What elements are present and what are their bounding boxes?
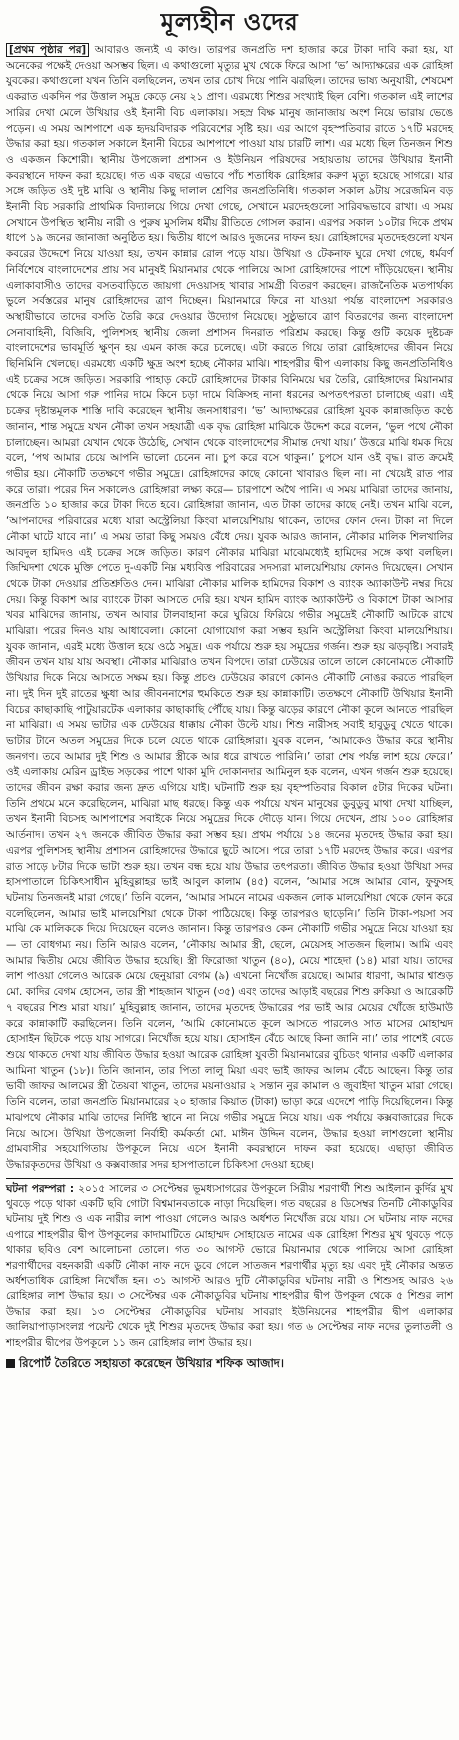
reporter-credit xyxy=(6,1355,453,1372)
event-timeline-box xyxy=(6,1182,453,1351)
article-body xyxy=(6,43,453,1174)
continued-from-front-page-tag: [প্রথম পৃষ্ঠার পর] xyxy=(6,43,89,57)
reporter-credit-text: রিপোর্ট তৈরিতে সহায়তা করেছেন উখিয়ার শফিক আজাদ। xyxy=(19,1356,284,1371)
article-headline: মূল্যহীন ওদের xyxy=(160,7,299,36)
article-body-text: আবারও জন্যই এ কাণ্ড। তারপর জনপ্রতি দশ হাজার করে টাকা দাবি করা হয়, যা অনেকের পক্ষেই দেওয়া অসম্ভব ছিল। এ কথাগুলো মৃত্যুর মুখ থেকে ফিরে আসা ‘ভ’ আদ্যাক্ষরের এক রোহিঙ্গা যুবকের। কথাগুলো যখন তিনি বলছিলেন, তখন তার চোখ দিয়ে পানি ঝরছিল। তাদের ভাষ্য অনুযায়ী, শেষমেশ একরাত একদিন পর উত্তাল সমুদ্র কেড়ে নেয় ২১ প্রাণ। এরমধ্যে শিশুর সংখ্যাই ছিল বেশি। গতকাল এই লাশের সারির দেখা মেলে উখিয়ার ওই ইনানী বিচ এলাকায়। সহস্র বিক্ষ মানুষ জানাজায় অংশ নিয়ে ভারায় ভেঙে পড়েন। এ সময় আশপাশে এক হৃদয়বিদারক পরিবেশের সৃষ্টি হয়। এর আগে বৃহস্পতিবার রাতে ১৭টি মরদেহ উদ্ধার করা হয়। গতকাল সকালে ইনানী বিচের আশপাশে পাওয়া যায় চারটি লাশ। এর মধ্যে ছিল তিনজন শিশু ও একজন কিশোরী। স্থানীয় উপজেলা প্রশাসন ও ইউনিয়ন পরিষদের সহায়তায় তাদের উখিয়ার ইনানী কবরস্থানে দাফন করা হয়েছে। গত এক বছরে এভাবে পাঁচ শতাধিক রোহিঙ্গার করুণ মৃত্যু হয়েছে সাগরে। যার সঙ্গে জড়িত ওই দুষ্ট মাঝি ও স্থানীয় কিছু দালাল শ্রেণির জনপ্রতিনিধি। গতকাল সকাল ৯টায় সরেজমিন বড় ইনানী বিচ সরকারি প্রাথমিক বিদ্যালয়ে গিয়ে দেখা গেছে, সেখানে মরদেহগুলো সারিবদ্ধভাবে রাখা। এ সময় সেখানে উপস্থিত স্থানীয় নারী ও পুরুষ মুসলিম ধর্মীয় রীতিতে গোসল করান। এরপর সকাল ১০টার দিকে প্রথম ধাপে ১৯ জনের জানাজা অনুষ্ঠিত হয়। দ্বিতীয় ধাপে আরও দুজনের দাফন হয়। রোহিঙ্গাদের মৃতদেহগুলো যখন কবরের উদ্দেশে নিয়ে যাওয়া হয়, তখন কান্নার রোল পড়ে যায়। উখিয়া ও টেকনাফ ঘুরে দেখা গেছে, ধর্মবর্ণ নির্বিশেষে বাংলাদেশের প্রায় সব মানুষই মিয়ানমার থেকে পালিয়ে আসা রোহিঙ্গাদের পাশে দাঁড়িয়েছেন। স্থানীয় এলাকাবাসীও তাদের বসতবাড়িতে জায়গা দেওয়াসহ খাবার সামগ্রী বিতরণ করছেন। রাজনৈতিক মতপার্থক্য ভুলে সর্বস্তরের মানুষ রোহিঙ্গাদের ত্রাণ দিচ্ছেন। মিয়ানমারে ফিরে না যাওয়া পর্যন্ত বাংলাদেশ সরকারও অস্থায়ীভাবে তাদের বসতি তৈরি করে দেওয়ার উদ্যোগ নিয়েছে। সুষ্ঠুভাবে ত্রাণ বিতরণের জন্য বাংলাদেশ সেনাবাহিনী, বিজিবি, পুলিশসহ স্থানীয় জেলা প্রশাসন দিনরাত পরিশ্রম করছে। কিন্তু গুটি কয়েক দুষ্টচক্র বাংলাদেশের ভাবমূর্তি ক্ষুণ্ন হয় এমন কাজ করে চলেছে। এটা করতে গিয়ে তারা রোহিঙ্গাদের জীবন নিয়ে ছিনিমিনি খেলছে। এরমধ্যে একটি ক্ষুদ্র অংশ হচ্ছে নৌকার মাঝি। শাহপরীর দ্বীপ এলাকায় কিছু জনপ্রতিনিধিও এই চক্রের সঙ্গে জড়িত। সরকারি পাহাড় কেটে রোহিঙ্গাদের টাকার বিনিময়ে ঘর তৈরি, রোহিঙ্গাদের মিয়ানমার থেকে নিয়ে আসা গরু পানির দামে কিনে চড়া দামে বিক্রিসহ নানা ধরনের অপতৎপরতা চালাচ্ছে এরা। এই চক্রের দৃষ্টান্তমূলক শাস্তি দাবি করেছেন স্থানীয় জনসাধারণ। ‘ভ’ আদ্যাক্ষরের রোহিঙ্গা যুবক কান্নাজড়িত কণ্ঠে জানান, শান্ত সমুদ্রে যখন নৌকা তখন সহযাত্রী এক বৃদ্ধ রোহিঙ্গা মাঝিকে উদ্দেশ করে বলেন, ‘ভুল পথে নৌকা চালাচ্ছেন। আমরা যেখান থেকে উঠেছি, সেখান থেকে বাংলাদেশের সীমান্ত দেখা যায়।’ উত্তরে মাঝি ধমক দিয়ে বলে, ‘পথ আমার চেয়ে আপনি ভালো চেনেন না। চুপ করে বসে থাকুন।’ চুপসে যান ওই বৃদ্ধ। রাত ক্রমেই গভীর হয়। নৌকাটি ততক্ষণে গভীর সমুদ্রে। রোহিঙ্গাদের কাছে কোনো খাবারও ছিল না। না খেয়েই রাত পার করে তারা। পরের দিন সকালেও রোহিঙ্গারা লক্ষ্য করে— চারপাশে অথৈ পানি। এ সময় মাঝিরা তাদের জানায়, জনপ্রতি ১০ হাজার করে টাকা দিতে হবে। রোহিঙ্গারা জানান, এত টাকা তাদের কাছে নেই। তখন মাঝি বলে, ‘আপনাদের পরিবারের মধ্যে যারা অস্ট্রেলিয়া কিংবা মালয়েশিয়ায় থাকেন, তাদের ফোন দেন। টাকা না দিলে নৌকা ঘাটে যাবে না।’ এ সময় তারা কিছু সময়ও বেঁধে দেয়। যুবক আরও জানান, নৌকার মালিক শিলখালির আবদুল হামিদও এই চক্রের সঙ্গে জড়িত। কারণ নৌকার মাঝিরা মাঝেমধ্যেই হামিদের সঙ্গে কথা বলছিল। জিম্মিদশা থেকে মুক্তি পেতে দু-একটি নিম্ন মধ্যবিত্ত পরিবারের সদস্যরা মালয়েশিয়ায় ফোনও দিয়েছেন। সেখান থেকে টাকা দেওয়ার প্রতিশ্রুতিও দেন। মাঝিরা নৌকার মালিক হামিদের বিকাশ ও ব্যাংক অ্যাকাউন্ট নম্বর দিয়ে দেয়। কিন্তু বিকাশ আর ব্যাংকে টাকা আসতে দেরি হয়। যখন হামিদ ব্যাংক অ্যাকাউন্ট ও বিকাশে টাকা আসার খবর মাঝিদের জানায়, তখন আবার টালবাহানা করে ঘুরিয়ে ফিরিয়ে গভীর সমুদ্রেই নৌকাটি আটকে রাখে মাঝিরা। পরের দিনও যায় আধাবেলা। কোনো যোগাযোগ করা সম্ভব হয়নি অস্ট্রেলিয়া কিংবা মালয়েশিয়ায়। যুবক জানান, এরই মধ্যে উত্তাল হয়ে ওঠে সমুদ্র। এক পর্যায়ে শুরু হয় সমুদ্রের গর্জন। শুরু হয় ঝড়বৃষ্টি। সবারই জীবন তখন যায় যায় অবস্থা। নৌকার মাঝিরাও তখন বিপদে। তারা ঢেউয়ের তালে তালে কোনোমতে নৌকাটি উখিয়ার দিকে নিয়ে আসতে সক্ষম হয়। কিন্তু প্রচণ্ড ঢেউয়ের কারণে কোনও নৌকাটি নোঙর করতে পারছিল না। দুই দিন দুই রাতের ক্ষুধা আর জীবননাশের হুমকিতে শুরু হয় কান্নাকাটি। ততক্ষণে নৌকাটি উখিয়ার ইনানী বিচের কাছাকাছি পাটুয়ারটেক এলাকার কাছাকাছি পৌঁছে যায়। কিন্তু ঝড়ের কারণে নৌকা কূলে আনতে পারছিল না মাঝিরা। এ সময় ভাটার এক ঢেউয়ের ধাক্কায় নৌকা উল্টে যায়। শিশু নারীসহ সবাই হাবুডুবু খেতে থাকে। ভাটার টানে অতল সমুদ্রের দিকে চলে যেতে থাকে রোহিঙ্গারা। যুবক বলেন, ‘আমাকেও উদ্ধার করে স্থানীয় জনগণ। তবে আমার দুই শিশু ও আমার স্ত্রীকে আর ধরে রাখতে পারিনি।’ তারা শেষ পর্যন্ত লাশ হয়ে ফেরে।’ ওই এলাকায় মেরিন ড্রাইভ সড়কের পাশে থাকা মুদি দোকানদার আমিনুল হক বলেন, এখন গর্জন শুরু হয়েছে। তাদের জীবন রক্ষা করার জন্য দ্রুত এগিয়ে যাই। ঘটনাটি শুরু হয় বৃহস্পতিবার বিকাল ৫টার দিকের ঘটনা। তিনি প্রথমে মনে করেছিলেন, মাঝিরা মাছ ধরছে। কিন্তু এক পর্যায়ে যখন মানুষের ডুবুডুবু মাথা দেখা যাচ্ছিল, তখন ইনানী বিচসহ আশপাশের সবাইকে নিয়ে সমুদ্রের দিকে দৌড়ে যান। গিয়ে দেখেন, প্রায় ১০০ রোহিঙ্গার আর্তনাদ। তখন ২৭ জনকে জীবিত উদ্ধার করা সম্ভব হয়। প্রথম পর্যায়ে ১৪ জনের মৃতদেহ উদ্ধার করা হয়। এরপর পুলিশসহ স্থানীয় প্রশাসন রোহিঙ্গাদের উদ্ধারে ছুটে আসে। পরে তারা ১৭টি মরদেহ উদ্ধার করে। এরপর রাত সাড়ে ৮টার দিকে ভাটা শুরু হয়। তখন বন্ধ হয়ে যায় উদ্ধার তৎপরতা। জীবিত উদ্ধার হওয়া উখিয়া সদর হাসপাতালে চিকিৎসাধীন মুহিবুল্লাহর ভাই আবুল কালাম (৪৫) বলেন, ‘আমার সঙ্গে আমার বোন, ফুফুসহ ঘটনায় তিনজনই মারা গেছে।’ তিনি বলেন, ‘আমার সামনে নামের একজন লোক মালয়েশিয়া থেকে ফোন করে বলেছিলেন, আমার ভাই মালয়েশিয়া থেকে টাকা পাঠিয়েছে। কিন্তু তারপরও ছাড়েনি।’ তিনি টাকা-পয়সা সব মাঝি কে মালিককে দিয়ে দিয়েছেন বলেও জানান। কিন্তু তারপরও কেন নৌকাটি গভীর সমুদ্রে নিয়ে যাওয়া হয়— তা বোধগম্য নয়। তিনি আরও বলেন, ‘নৌকায় আমার স্ত্রী, ছেলে, মেয়েসহ সাতজন ছিলাম। আমি এবং আমার দ্বিতীয় মেয়ে জীবিত উদ্ধার হয়েছি। স্ত্রী ফিরোজা খাতুন (৪০), মেয়ে শাহেদা (১৪) মারা যায়। তাদের লাশ পাওয়া গেলেও আরেক মেয়ে ছেনুয়ারা বেগম (৯) এখনো নিখোঁজ রয়েছে। আমার ধারণা, আমার শ্বাশুড় মো. কাদির বেগম হোসেন, তার স্ত্রী শাহজান খাতুন (৩৫) এবং তাদের আড়াই বছরের শিশু রুকিয়া ও আরেকটি ৭ বছরের শিশু মারা যায়।’ মুহিবুল্লাহ জানান, তাদের মৃতদেহ উদ্ধারের পর ভাই আর মেয়ের খোঁজে হাউমাউ করে কান্নাকাটি করছিলেন। তিনি বলেন, ‘আমি কোনোমতে কূলে আসতে পারলেও সাত মাসের মোহাম্মদ হোসাইন ছিটকে পড়ে যায় সাগরে। নিখোঁজ হয়ে যায়। হোসাইন বেঁচে আছে কিনা জানি না।’ তার পাশেই বেডে শুয়ে থাকতে দেখা যায় জীবিত উদ্ধার হওয়া আরেক রোহিঙ্গা যুবতী মিয়ানমারের বুচিডং থানার একটি এলাকার আমিনা খাতুন (১৮)। তিনি জানান, তার পিতা লালু মিয়া এবং ভাই জাফর আলম বেঁচে আছেন। কিন্তু তার ভাবী জাফর আলমের স্ত্রী তৈয়বা খাতুন, তাদের ময়নাওয়ার ২ সন্তান নুর কামাল ও জুবাইদা খাতুন মারা গেছে। তিনি বলেন, তারা জনপ্রতি মিয়ানমারের ২০ হাজার কিয়াত (টাকা) ভাড়া করে এদেশে পাড়ি দিয়েছিলেন। কিন্তু মাঝপথে নৌকার মাঝি তাদের নির্দিষ্ট স্থানে না নিয়ে গভীর সমুদ্রে নিয়ে যায়। এক পর্যায়ে কক্সবাজারের দিকে নিয়ে আসে। উখিয়া উপজেলা নির্বাহী কর্মকর্তা মো. মাঈন উদ্দিন বলেন, উদ্ধার হওয়া লাশগুলো স্থানীয় গ্রামবাসীর সহযোগিতায় উপকূলে নিয়ে এসে ইনানী কবরস্থানে দাফন করা হয়েছে। এছাড়া জীবিত উদ্ধারকৃতদের উখিয়া ও কক্সবাজার সদর হাসপাতালে চিকিৎসা দেওয়া হচ্ছে। xyxy=(6,44,453,1171)
cropped-previous-line xyxy=(6,0,453,3)
section-divider xyxy=(6,1178,453,1179)
square-bullet-icon xyxy=(6,1359,15,1368)
event-timeline-text: ২০১৫ সালের ৩ সেপ্টেম্বর ভূমধ্যসাগরের উপকূলে সিরীয় শরণার্থী শিশু আইলান কুর্দির মুখ থুবড়ে পড়ে থাকা একটি ছবি গোটা বিশ্বমানবতাকে নাড়া দিয়েছিল। গত বছরের ৪ ডিসেম্বর তিনটি নৌকাডুবির ঘটনায় দুই শিশু ও এক নারীর লাশ পাওয়া গেলেও আরও অর্ধশত নিখোঁজ রয়ে যায়। সে ঘটনায় নাফ নদের এপারে শাহপরীর দ্বীপ উপকূলের কাদামাটিতে মোহাম্মদ সোহায়েত নামের এক রোহিঙ্গা শিশুর মুখ থুবড়ে পড়ে থাকার ছবিও বেশ আলোচনা তোলে। গত ৩০ আগস্ট ভোরে মিয়ানমার থেকে পালিয়ে আসা রোহিঙ্গা শরণার্থীদের বহনকারী একটি নৌকা নাফ নদে ডুবে গেলে সাতজন শরণার্থীর মৃত্যু হয় এবং দুই নৌকার অন্তত অর্ধশতাধিক রোহিঙ্গা নিখোঁজ হন। ৩১ আগস্ট আরও দুটি নৌকাডুবির ঘটনায় নারী ও শিশুসহ আরও ২৬ রোহিঙ্গার লাশ উদ্ধার হয়। ৩ সেপ্টেম্বর এক নৌকাডুবির ঘটনায় শাহপরীর দ্বীপ উপকূল থেকে ৫ শিশুর লাশ উদ্ধার করা হয়। ১৩ সেপ্টেম্বর নৌকাডুবির ঘটনায় সাবরাং ইউনিয়নের শাহপরীর দ্বীপ এলাকার জালিয়াপাড়াসংলগ্ন পয়েন্ট থেকে দুই শিশুর মৃতদেহ উদ্ধার করা হয়। গত ৬ সেপ্টেম্বর নাফ নদের তুলাতলী ও শাহপরীর দ্বীপের উপকূলে ১১ জন রোহিঙ্গার লাশ উদ্ধার হয়। xyxy=(6,1182,453,1349)
event-timeline-label: ঘটনা পরম্পরা : xyxy=(6,1182,74,1195)
